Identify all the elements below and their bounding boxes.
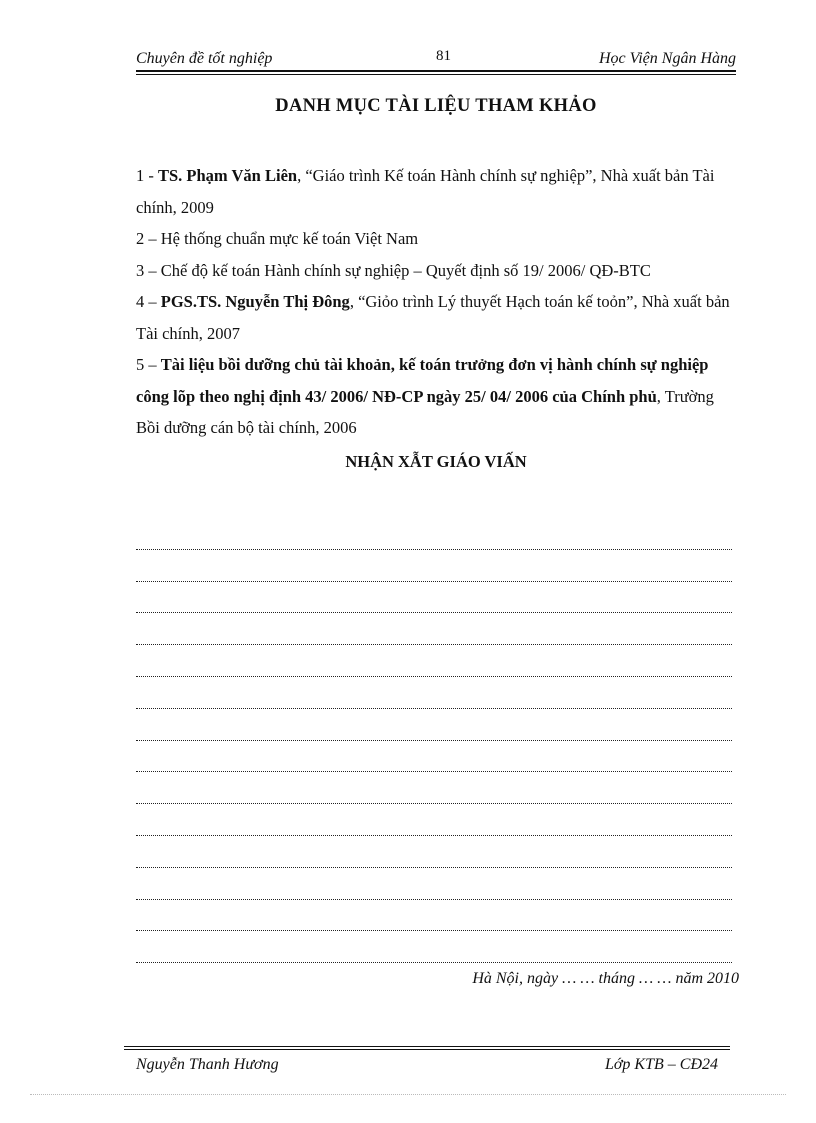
comment-dotted-line bbox=[136, 709, 732, 741]
comment-dotted-line bbox=[136, 741, 732, 773]
comment-dotted-line bbox=[136, 836, 732, 868]
footer-author: Nguyễn Thanh Hương bbox=[136, 1056, 279, 1073]
date-line: Hà Nội, ngày … … tháng … … năm 2010 bbox=[472, 970, 739, 987]
footer-rule-top bbox=[124, 1046, 730, 1047]
comment-dotted-line bbox=[136, 931, 732, 963]
header-left-text: Chuyên đề tốt nghiệp bbox=[136, 50, 273, 67]
footer-rule-bottom bbox=[124, 1049, 730, 1050]
comment-dotted-line bbox=[136, 582, 732, 614]
reference-item: 3 – Chế độ kế toán Hành chính sự nghiệp – Quyết định số 19/ 2006/ QĐ-BTC bbox=[136, 260, 651, 280]
page-number: 81 bbox=[436, 48, 451, 64]
comment-dotted-line bbox=[136, 677, 732, 709]
comment-dotted-line bbox=[136, 804, 732, 836]
header-rule-thick bbox=[136, 70, 736, 72]
page-edge-dotted bbox=[30, 1094, 786, 1095]
comment-dotted-line bbox=[136, 900, 732, 932]
comment-dotted-line bbox=[136, 550, 732, 582]
reference-list bbox=[136, 160, 736, 444]
section-subtitle: NHẬN XẪT GIÁO VIẤN bbox=[345, 452, 527, 471]
reference-item: 1 - TS. Phạm Văn Liên, “Giáo trình Kế toán Hành chính sự nghiệp”, Nhà xuất bản Tài chính, 2009 bbox=[136, 166, 715, 217]
header-rule-thin bbox=[136, 74, 736, 75]
reference-item: 2 – Hệ thống chuẩn mực kế toán Việt Nam bbox=[136, 229, 419, 248]
header-right-text: Học Viện Ngân Hàng bbox=[598, 50, 736, 67]
footer-class: Lớp KTB – CĐ24 bbox=[604, 1056, 718, 1073]
comment-dotted-line bbox=[136, 613, 732, 645]
comment-dotted-line bbox=[136, 772, 732, 804]
page-header bbox=[136, 48, 736, 70]
comment-dotted-line bbox=[136, 868, 732, 900]
reference-item: 5 – Tài liệu bồi dưỡng chủ tài khoản, kế toán trưởng đơn vị hành chính sự nghiệp công lõp theo nghị định 43/ 2006/ NĐ-CP ngày 25/ 04/ 2006 của Chính phủ, Trường Bồi dưỡng cán bộ tài chính, 2006 bbox=[136, 355, 714, 437]
page-footer bbox=[136, 1056, 718, 1078]
comment-lines bbox=[136, 518, 732, 963]
reference-item: 4 – PGS.TS. Nguyễn Thị Đông, “Giỏo trình Lý thuyết Hạch toán kế toỏn”, Nhà xuất bản Tài chính, 2007 bbox=[136, 292, 730, 343]
comment-dotted-line bbox=[136, 518, 732, 550]
comment-dotted-line bbox=[136, 645, 732, 677]
page-title: DANH MỤC TÀI LIỆU THAM KHẢO bbox=[275, 96, 597, 116]
